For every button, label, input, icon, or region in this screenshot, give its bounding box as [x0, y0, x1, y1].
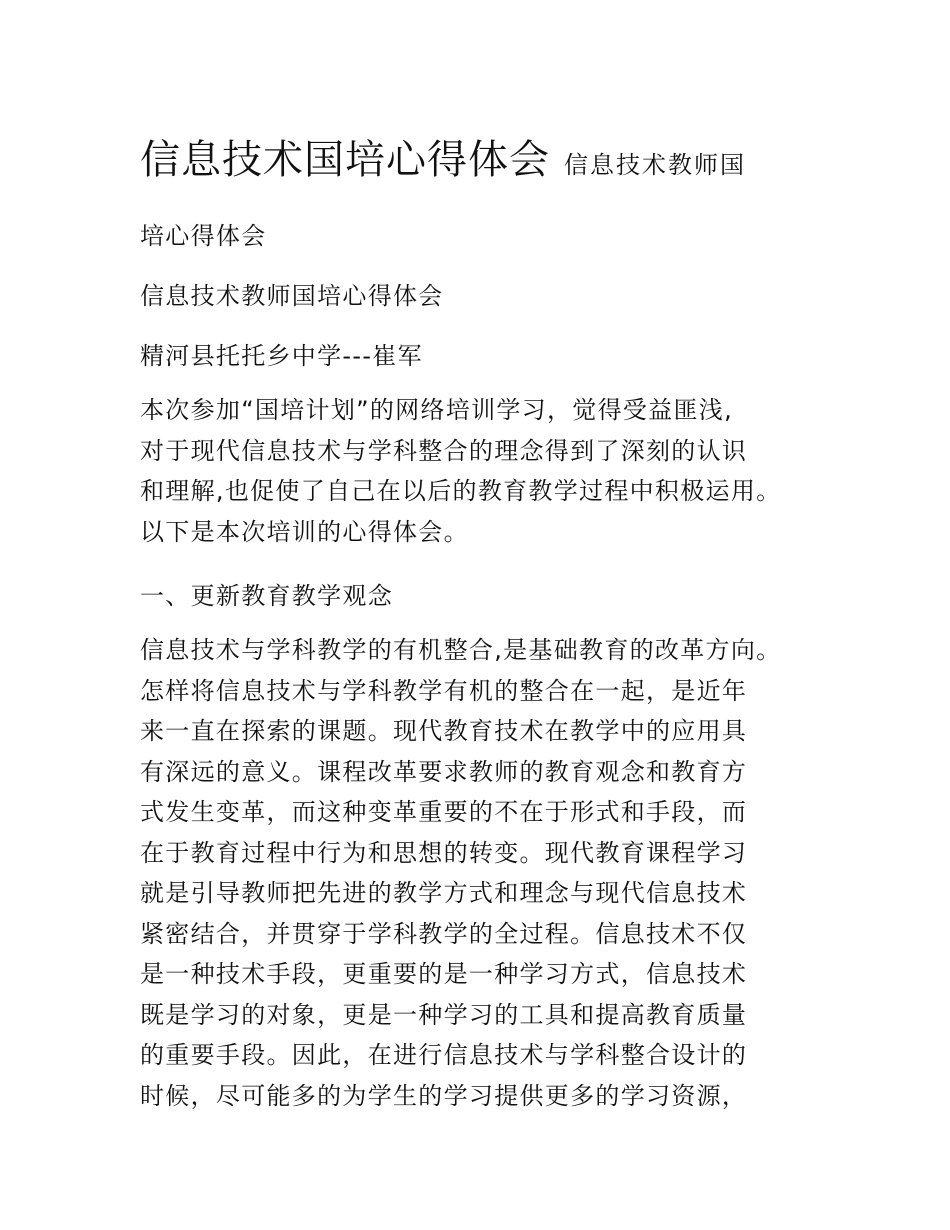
- body-paragraph: [140, 630, 820, 1116]
- intro-line: 以下是本次培训的心得体会。: [140, 517, 469, 546]
- intro-paragraph: [140, 390, 820, 552]
- document-title: [140, 128, 746, 185]
- body-line: 既是学习的对象，更是一种学习的工具和提高教育质量: [140, 1000, 748, 1029]
- body-line: 来一直在探索的课题。现代教育技术在教学中的应用具: [140, 717, 748, 745]
- body-line: 在于教育过程中行为和思想的转变。现代教育课程学习: [140, 838, 748, 867]
- body-line: 是一种技术手段，更重要的是一种学习方式，信息技术: [140, 960, 748, 988]
- author-line: 精河县托托乡中学---崔军: [140, 342, 423, 370]
- body-line: 就是引导教师把先进的教学方式和理念与现代信息技术: [140, 879, 748, 907]
- body-line: 怎样将信息技术与学科教学有机的整合在一起，是近年: [140, 676, 748, 705]
- body-line: 式发生变革，而这种变革重要的不在于形式和手段，而: [140, 798, 748, 826]
- section-heading: 一、更新教育教学观念: [140, 582, 393, 610]
- doc-heading: 信息技术教师国培心得体会: [140, 282, 444, 310]
- title-continuation: 培心得体会: [140, 222, 267, 250]
- intro-line: 和理解,也促使了自己在以后的教育教学过程中积极运用。: [140, 477, 782, 505]
- body-line: 时候，尽可能多的为学生的学习提供更多的学习资源，: [140, 1081, 748, 1110]
- intro-line: 本次参加“国培计划”的网络培训学习，觉得受益匪浅,: [140, 396, 733, 424]
- body-line: 有深远的意义。课程改革要求教师的教育观念和教育方: [140, 757, 748, 786]
- title-sub: 信息技术教师国: [564, 151, 746, 179]
- body-line: 的重要手段。因此，在进行信息技术与学科整合设计的: [140, 1041, 748, 1069]
- intro-line: 对于现代信息技术与学科整合的理念得到了深刻的认识: [140, 436, 748, 465]
- body-line: 紧密结合，并贯穿于学科教学的全过程。信息技术不仅: [140, 919, 748, 948]
- body-line: 信息技术与学科教学的有机整合,是基础教育的改革方向。: [140, 636, 782, 664]
- title-main: 信息技术国培心得体会: [140, 137, 550, 183]
